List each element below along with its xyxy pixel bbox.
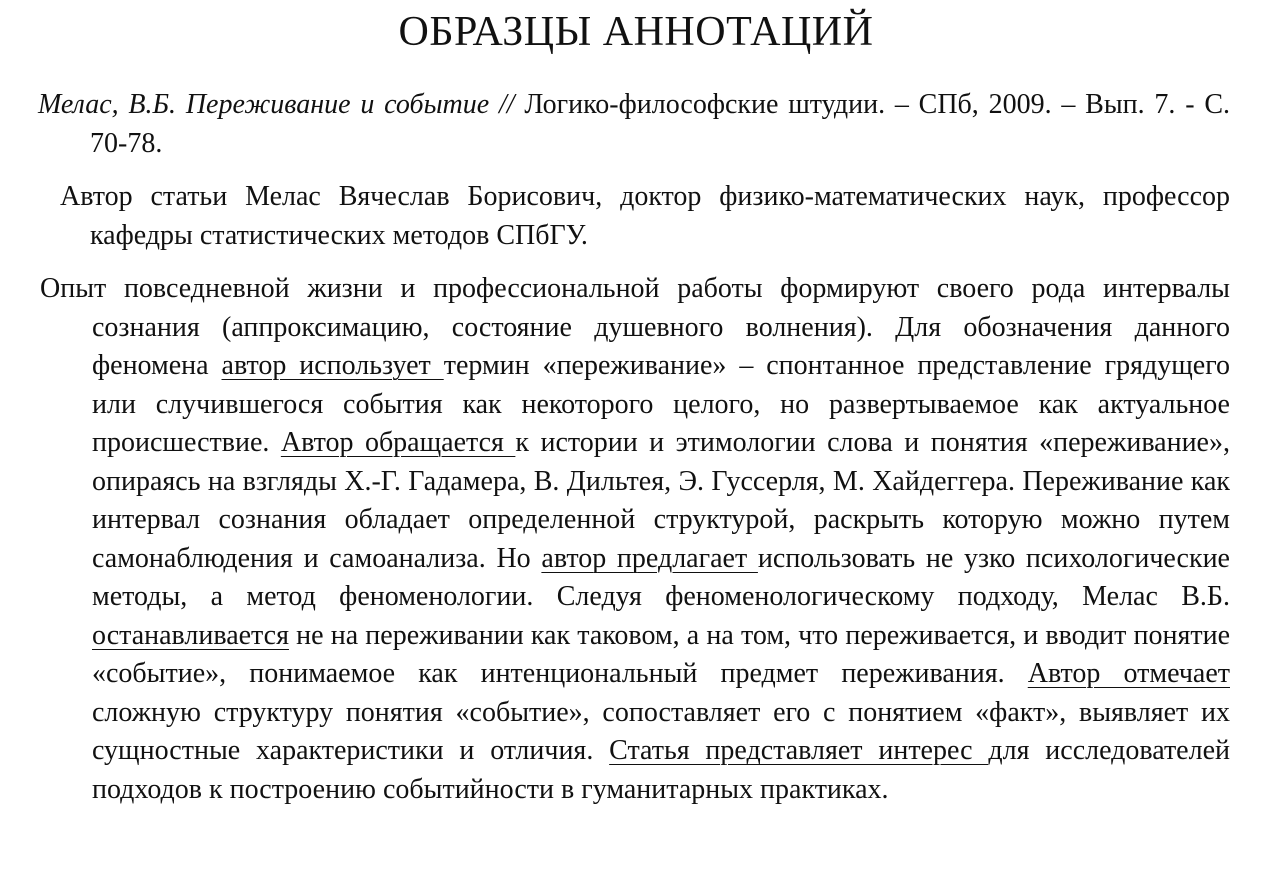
bibliographic-reference [38, 86, 1230, 163]
annotation-segment: не на переживании как таковом, а на том, что переживается, и вводит понятие «событие», понимаемое как интенциональный предмет переживания. [92, 619, 1230, 689]
page-title: ОБРАЗЦЫ АННОТАЦИЙ [398, 9, 874, 55]
annotation-segment: использовать не узко психологические методы, а метод феноменологии. Следуя феноменологическому подходу, Мелас В.Б. [92, 542, 1230, 612]
author-info: Автор статьи Мелас Вячеслав Борисович, доктор физико-математических наук, профессор кафедры статистических методов СПбГУ. [60, 181, 1230, 251]
underlined-phrase: автор предлагает [541, 542, 758, 574]
reference-source: Логико-философские штудии. – СПб, 2009. – Вып. 7. - С. 70-78. [90, 89, 1230, 159]
underlined-phrase: Автор обращается [280, 427, 516, 458]
annotation-segment: термин «переживание» – спонтанное представление грядущего или случившегося события как некоторого целого, но развертываемое как актуальное происшествие. [92, 350, 1230, 458]
underlined-phrase: останавливается [92, 619, 289, 651]
annotation-segment: сложную структуру понятия «событие», сопоставляет его с понятием «факт», выявляет их сущностные характеристики и отличия. [92, 696, 1230, 766]
annotation-text [40, 270, 1230, 809]
annotation-segment: к истории и этимологии слова и понятия «переживание», опираясь на взгляды Х.-Г. Гадамера, В. Дильтея, Э. Гуссерля, М. Хайдеггера. Переживание как интервал сознания обладает определенной структурой, раскрыть которую можно путем самонаблюдения и самоанализа. Но [92, 427, 1230, 574]
underlined-phrase: Автор отмечает [1027, 658, 1230, 689]
underlined-phrase: Статья представляет интерес [609, 735, 989, 766]
annotation-segment: Опыт повседневной жизни и профессиональной работы формируют своего рода интервалы сознания (аппроксимацию, состояние душевного волнения). Для обозначения данного феномена [40, 273, 1230, 381]
underlined-phrase: автор использует [221, 350, 444, 381]
reference-author-title: Мелас, В.Б. Переживание и событие // [38, 89, 515, 120]
annotation-segment: для исследователей подходов к построению событийности в гуманитарных практиках. [92, 735, 1230, 805]
